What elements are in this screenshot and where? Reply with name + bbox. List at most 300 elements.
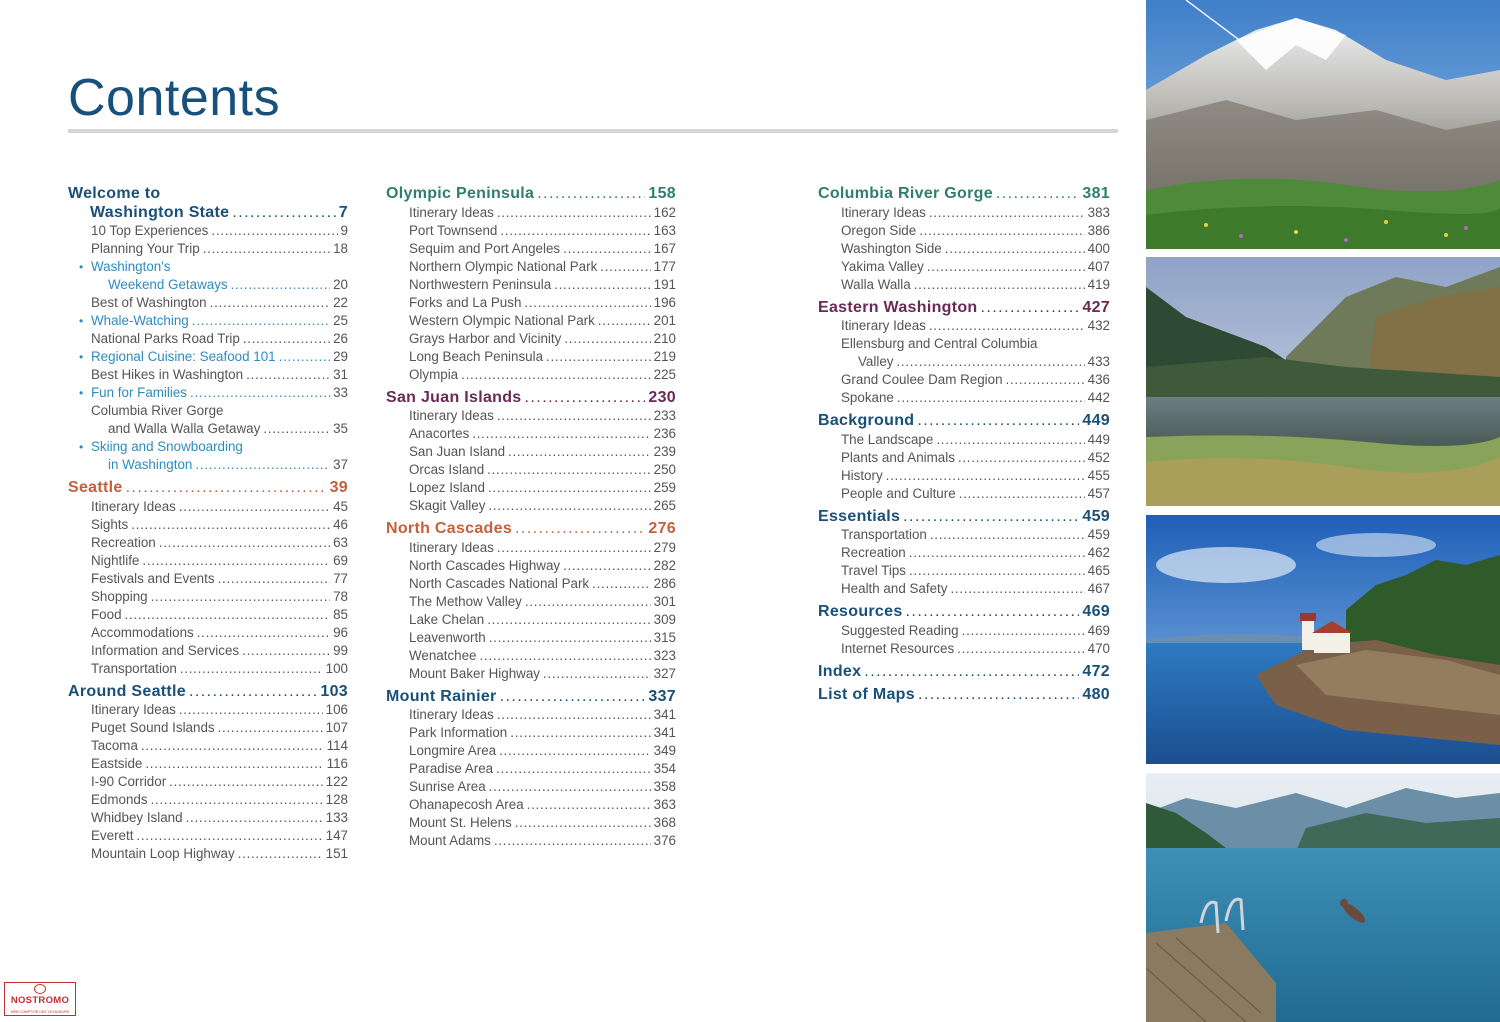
entry-page-number: 236	[653, 426, 676, 441]
toc-entry[interactable]	[386, 497, 676, 515]
toc-section-essentials	[818, 508, 1110, 599]
toc-entry[interactable]	[386, 240, 676, 258]
toc-entry[interactable]	[818, 389, 1110, 407]
section-page-number: 449	[1082, 412, 1110, 429]
entry-page-number: 162	[653, 204, 676, 220]
toc-entry[interactable]	[386, 539, 676, 557]
toc-entry[interactable]	[68, 809, 348, 827]
entry-page-number: 107	[325, 720, 348, 735]
dot-leader	[232, 204, 335, 223]
toc-entry[interactable]	[68, 660, 348, 678]
entry-label: Itinerary Ideas	[91, 498, 176, 514]
section-heading[interactable]	[68, 204, 348, 223]
entry-label: Itinerary Ideas	[841, 318, 926, 333]
dot-leader	[515, 814, 651, 832]
section-heading[interactable]	[818, 603, 1110, 622]
dot-leader	[527, 796, 651, 814]
entry-label: Forks and La Push	[409, 294, 522, 310]
entry-label: Oregon Side	[841, 222, 917, 238]
section-heading[interactable]	[818, 185, 1110, 204]
dot-leader	[914, 276, 1085, 294]
entry-label: Wenatchee	[409, 647, 477, 663]
dot-leader	[919, 222, 1084, 240]
dot-leader	[242, 642, 330, 660]
dot-leader	[487, 461, 650, 479]
entry-page-number: 100	[325, 660, 348, 676]
entry-label: Travel Tips	[841, 563, 906, 578]
toc-entry[interactable]	[386, 575, 676, 593]
toc-entry[interactable]	[68, 791, 348, 809]
toc-entry[interactable]	[386, 724, 676, 742]
toc-entry[interactable]	[386, 258, 676, 276]
toc-entry[interactable]	[818, 544, 1110, 562]
entry-page-number: 31	[333, 367, 348, 382]
entry-label: Yakima Valley	[841, 258, 924, 274]
section-title: Index	[818, 662, 862, 680]
entry-page-number: 407	[1087, 258, 1110, 274]
lake-dock-photo	[1146, 773, 1500, 1022]
entry-label: Sequim and Port Angeles	[409, 240, 561, 256]
dot-leader	[136, 827, 322, 845]
section-page-number: 469	[1082, 603, 1110, 620]
toc-entry[interactable]	[818, 335, 1110, 353]
dot-leader	[864, 663, 1079, 682]
toc-entry[interactable]	[386, 348, 676, 366]
section-heading[interactable]	[818, 412, 1110, 431]
toc-entry[interactable]	[386, 760, 676, 778]
toc-entry[interactable]	[68, 366, 348, 384]
entry-page-number: 455	[1087, 467, 1110, 483]
entry-label: Transportation	[91, 660, 177, 676]
toc-entry[interactable]	[68, 402, 348, 420]
section-heading[interactable]	[68, 683, 348, 702]
entry-label: Edmonds	[91, 792, 148, 807]
toc-entry[interactable]	[386, 294, 676, 312]
entry-page-number: 436	[1087, 372, 1110, 387]
entry-page-number: 341	[653, 725, 676, 740]
entry-page-number: 469	[1087, 622, 1110, 638]
entry-label: The Methow Valley	[409, 593, 522, 609]
toc-entry[interactable]	[818, 431, 1110, 449]
toc-entry[interactable]	[68, 276, 348, 294]
dot-leader	[159, 534, 330, 552]
dot-leader	[500, 222, 650, 240]
toc-entry[interactable]	[818, 240, 1110, 258]
entry-label: Fun for Families	[91, 385, 187, 400]
toc-entry[interactable]	[68, 516, 348, 534]
toc-entry[interactable]	[68, 701, 348, 719]
entry-page-number: 442	[1087, 390, 1110, 405]
section-heading[interactable]	[386, 520, 676, 539]
entry-label: Nightlife	[91, 552, 140, 568]
toc-entry[interactable]	[68, 222, 348, 240]
dot-leader	[472, 425, 650, 443]
entry-label: People and Culture	[841, 485, 956, 501]
entry-label: Lopez Island	[409, 480, 485, 495]
entry-page-number: 191	[653, 276, 676, 292]
entry-label: Shopping	[91, 588, 148, 604]
entry-label: Orcas Island	[409, 462, 485, 477]
toc-section-background	[818, 412, 1110, 503]
dot-leader	[543, 665, 651, 683]
bullet-icon: •	[79, 386, 84, 400]
entry-page-number: 9	[340, 223, 348, 238]
entry-label: Port Townsend	[409, 222, 498, 238]
dot-leader	[497, 407, 651, 425]
toc-entry[interactable]	[386, 312, 676, 330]
toc-entry[interactable]	[68, 624, 348, 642]
entry-page-number: 465	[1087, 563, 1110, 578]
toc-entry[interactable]	[386, 629, 676, 647]
entry-page-number: 376	[653, 833, 676, 848]
entry-page-number: 265	[653, 498, 676, 513]
entry-page-number: 151	[325, 846, 348, 861]
toc-entry[interactable]	[386, 778, 676, 796]
section-title: Welcome to	[68, 185, 161, 202]
dot-leader	[896, 353, 1084, 371]
dot-leader	[525, 593, 651, 611]
toc-entry[interactable]	[818, 485, 1110, 503]
dot-leader	[142, 552, 330, 570]
entry-label: Columbia River Gorge	[91, 403, 224, 418]
dot-leader	[488, 479, 651, 497]
entry-label: Mountain Loop Highway	[91, 846, 235, 861]
toc-entry[interactable]	[386, 425, 676, 443]
toc-entry[interactable]	[68, 240, 348, 258]
section-title: Eastern Washington	[818, 298, 978, 316]
entry-page-number: 363	[653, 797, 676, 812]
toc-entry[interactable]	[386, 611, 676, 629]
entry-label: Itinerary Ideas	[841, 204, 926, 220]
section-title: Around Seattle	[68, 682, 186, 700]
dot-leader	[151, 588, 331, 606]
entry-page-number: 457	[1087, 485, 1110, 501]
toc-entry[interactable]	[386, 832, 676, 850]
toc-entry[interactable]	[818, 353, 1110, 371]
dot-leader	[186, 809, 323, 827]
entry-page-number: 452	[1087, 449, 1110, 465]
toc-entry[interactable]	[68, 719, 348, 737]
section-page-number: 103	[320, 682, 348, 700]
dot-leader	[1006, 371, 1085, 389]
page-title: Contents	[68, 69, 281, 127]
entry-label: Washington's	[91, 259, 171, 274]
toc-entry[interactable]	[68, 588, 348, 606]
toc-section-san-juan-islands	[386, 389, 676, 516]
toc-entry[interactable]	[68, 552, 348, 570]
toc-entry[interactable]	[386, 665, 676, 683]
entry-label: Itinerary Ideas	[409, 204, 494, 220]
toc-entry[interactable]	[68, 498, 348, 516]
entry-page-number: 459	[1087, 527, 1110, 542]
toc-entry[interactable]	[68, 420, 348, 438]
dot-leader	[131, 516, 330, 534]
toc-entry[interactable]	[68, 258, 348, 276]
section-heading[interactable]	[818, 686, 1110, 705]
entry-label: Park Information	[409, 725, 508, 740]
entry-label: Best Hikes in Washington	[91, 367, 244, 382]
toc-section-mount-rainier	[386, 688, 676, 851]
entry-page-number: 29	[333, 349, 348, 364]
toc-entry[interactable]	[386, 814, 676, 832]
entry-label: I-90 Corridor	[91, 774, 167, 789]
toc-entry[interactable]	[386, 204, 676, 222]
toc-entry[interactable]	[818, 562, 1110, 580]
dot-leader	[189, 683, 317, 702]
entry-page-number: 116	[326, 756, 348, 771]
dot-leader	[218, 719, 323, 737]
dot-leader	[525, 389, 646, 408]
entry-page-number: 301	[653, 593, 676, 609]
toc-entry[interactable]	[68, 456, 348, 474]
toc-entry[interactable]	[68, 348, 348, 366]
entry-page-number: 147	[325, 828, 348, 843]
section-heading[interactable]	[68, 185, 348, 204]
toc-entry[interactable]	[68, 570, 348, 588]
toc-entry[interactable]	[818, 449, 1110, 467]
toc-entry[interactable]	[386, 276, 676, 294]
entry-page-number: 219	[653, 348, 676, 364]
dot-leader	[243, 330, 330, 348]
section-heading[interactable]	[818, 299, 1110, 318]
entry-page-number: 85	[333, 606, 348, 622]
section-page-number: 472	[1082, 662, 1110, 680]
toc-entry[interactable]	[818, 317, 1110, 335]
dot-leader	[886, 467, 1085, 485]
toc-entry[interactable]	[386, 742, 676, 760]
toc-entry[interactable]	[68, 755, 348, 773]
dot-leader	[563, 557, 651, 575]
toc-entry[interactable]	[386, 593, 676, 611]
entry-label: Longmire Area	[409, 743, 497, 758]
entry-page-number: 400	[1087, 240, 1110, 256]
dot-leader	[195, 456, 330, 474]
entry-page-number: 467	[1087, 581, 1110, 596]
dot-leader	[592, 575, 651, 593]
entry-page-number: 77	[333, 570, 348, 586]
toc-entry[interactable]	[818, 622, 1110, 640]
entry-page-number: 449	[1087, 431, 1110, 447]
toc-entry[interactable]	[386, 222, 676, 240]
entry-page-number: 78	[333, 588, 348, 604]
entry-page-number: 315	[653, 629, 676, 645]
entry-page-number: 25	[333, 313, 348, 328]
section-heading[interactable]	[386, 688, 676, 707]
entry-label: Walla Walla	[841, 276, 911, 292]
toc-entry[interactable]	[386, 443, 676, 461]
section-heading[interactable]	[818, 663, 1110, 682]
section-heading[interactable]	[386, 389, 676, 408]
entry-page-number: 96	[333, 624, 348, 640]
entry-label: Mount Baker Highway	[409, 665, 540, 681]
dot-leader	[231, 276, 331, 294]
entry-page-number: 419	[1087, 276, 1110, 292]
section-page-number: 39	[329, 479, 348, 496]
dot-leader	[929, 204, 1085, 222]
section-page-number: 480	[1082, 686, 1110, 703]
entry-label: Mount St. Helens	[409, 815, 512, 830]
dot-leader	[218, 570, 331, 588]
section-heading[interactable]	[386, 185, 676, 204]
dot-leader	[190, 384, 330, 402]
toc-entry[interactable]	[68, 384, 348, 402]
entry-label: Recreation	[91, 534, 156, 550]
toc-entry[interactable]	[386, 557, 676, 575]
toc-entry[interactable]	[818, 467, 1110, 485]
dot-leader	[957, 640, 1085, 658]
dot-leader	[936, 431, 1084, 449]
toc-entry[interactable]	[818, 204, 1110, 222]
section-heading[interactable]	[68, 479, 348, 498]
entry-label: Ellensburg and Central Columbia	[841, 336, 1038, 351]
toc-entry[interactable]	[386, 706, 676, 724]
entry-page-number: 462	[1087, 545, 1110, 560]
entry-label: Skagit Valley	[409, 498, 486, 513]
toc-entry[interactable]	[68, 642, 348, 660]
entry-page-number: 35	[333, 421, 348, 436]
entry-label: Itinerary Ideas	[409, 408, 494, 423]
toc-entry[interactable]	[68, 294, 348, 312]
lighthouse-coast-photo	[1146, 515, 1500, 764]
entry-label: 10 Top Experiences	[91, 223, 209, 238]
entry-label: National Parks Road Trip	[91, 331, 240, 346]
toc-entry[interactable]	[386, 366, 676, 384]
entry-label: Itinerary Ideas	[409, 539, 494, 555]
entry-label: Planning Your Trip	[91, 241, 200, 256]
toc-entry[interactable]	[818, 222, 1110, 240]
entry-label: Grays Harbor and Vicinity	[409, 330, 562, 346]
section-page-number: 427	[1082, 298, 1110, 316]
dot-leader	[180, 660, 323, 678]
dot-leader	[499, 742, 651, 760]
dot-leader	[962, 622, 1085, 640]
dot-leader	[918, 686, 1079, 705]
entry-page-number: 133	[325, 810, 348, 825]
toc-section-resources	[818, 603, 1110, 658]
section-title: Washington State	[90, 203, 230, 221]
section-heading[interactable]	[818, 508, 1110, 527]
dot-leader	[906, 603, 1080, 622]
toc-entry[interactable]	[68, 534, 348, 552]
section-title: Olympic Peninsula	[386, 185, 535, 202]
toc-entry[interactable]	[386, 479, 676, 497]
dot-leader	[238, 845, 323, 863]
dot-leader	[263, 420, 330, 438]
entry-label: Tacoma	[91, 738, 138, 753]
toc-section-seattle	[68, 479, 348, 678]
entry-page-number: 341	[653, 707, 676, 722]
entry-label: Itinerary Ideas	[409, 707, 494, 722]
entry-page-number: 46	[333, 516, 348, 532]
toc-column-1	[68, 185, 348, 868]
entry-label: North Cascades National Park	[409, 575, 590, 591]
entry-label: Itinerary Ideas	[91, 702, 176, 717]
entry-page-number: 122	[325, 774, 348, 789]
entry-label: Skiing and Snowboarding	[91, 439, 243, 454]
mountain-meadow-photo	[1146, 0, 1500, 249]
entry-label: Best of Washington	[91, 295, 207, 310]
logo-name: NOSTROMO	[10, 995, 70, 1006]
entry-page-number: 323	[653, 647, 676, 663]
entry-page-number: 201	[653, 312, 676, 328]
entry-label: Washington Side	[841, 240, 942, 256]
dot-leader	[929, 317, 1085, 335]
toc-entry[interactable]	[68, 737, 348, 755]
entry-page-number: 432	[1087, 318, 1110, 333]
dot-leader	[537, 185, 645, 204]
toc-entry[interactable]	[68, 438, 348, 456]
toc-entry[interactable]	[818, 371, 1110, 389]
dot-leader	[126, 479, 327, 498]
dot-leader	[489, 629, 651, 647]
toc-entry[interactable]	[386, 647, 676, 665]
toc-entry[interactable]	[68, 312, 348, 330]
dot-leader	[279, 348, 330, 366]
dot-leader	[480, 647, 651, 665]
toc-entry[interactable]	[818, 640, 1110, 658]
entry-page-number: 470	[1087, 640, 1110, 656]
entry-label: Anacortes	[409, 426, 470, 441]
toc-entry[interactable]	[818, 526, 1110, 544]
entry-page-number: 239	[653, 444, 676, 459]
dot-leader	[145, 755, 323, 773]
toc-entry[interactable]	[68, 606, 348, 624]
entry-label: Recreation	[841, 545, 906, 560]
toc-entry[interactable]	[386, 330, 676, 348]
dot-leader	[546, 348, 651, 366]
toc-entry[interactable]	[68, 845, 348, 863]
dot-leader	[508, 443, 651, 461]
entry-label: Long Beach Peninsula	[409, 348, 544, 364]
entry-page-number: 259	[653, 480, 676, 495]
dot-leader	[515, 520, 645, 539]
toc-entry[interactable]	[818, 258, 1110, 276]
section-page-number: 337	[648, 687, 676, 705]
entry-label: San Juan Island	[409, 444, 506, 459]
dot-leader	[488, 497, 650, 515]
title-divider	[68, 129, 1118, 133]
toc-entry[interactable]	[386, 796, 676, 814]
dot-leader	[496, 760, 651, 778]
dot-leader	[897, 389, 1085, 407]
logo-tagline: WEB COMPTOIR DES VOYAGEURS	[10, 1010, 70, 1014]
toc-entry[interactable]	[386, 407, 676, 425]
toc-entry[interactable]	[386, 461, 676, 479]
dot-leader	[151, 791, 323, 809]
entry-label: Eastside	[91, 756, 143, 771]
entry-page-number: 286	[653, 575, 676, 591]
toc-entry[interactable]	[68, 827, 348, 845]
toc-column-2	[386, 185, 676, 855]
entry-label: Plants and Animals	[841, 449, 955, 465]
dot-leader	[500, 688, 646, 707]
toc-entry[interactable]	[68, 330, 348, 348]
dot-leader	[461, 366, 651, 384]
entry-label: Accommodations	[91, 624, 194, 640]
entry-page-number: 26	[333, 331, 348, 346]
entry-label: Olympia	[409, 366, 459, 382]
entry-label: in Washington	[108, 457, 193, 472]
entry-label: Weekend Getaways	[108, 277, 228, 292]
toc-entry[interactable]	[818, 580, 1110, 598]
dot-leader	[554, 276, 650, 294]
toc-entry[interactable]	[68, 773, 348, 791]
bullet-icon: •	[79, 314, 84, 328]
toc-entry[interactable]	[818, 276, 1110, 294]
dot-leader	[598, 312, 651, 330]
dot-leader	[203, 240, 330, 258]
section-title: Background	[818, 412, 915, 429]
